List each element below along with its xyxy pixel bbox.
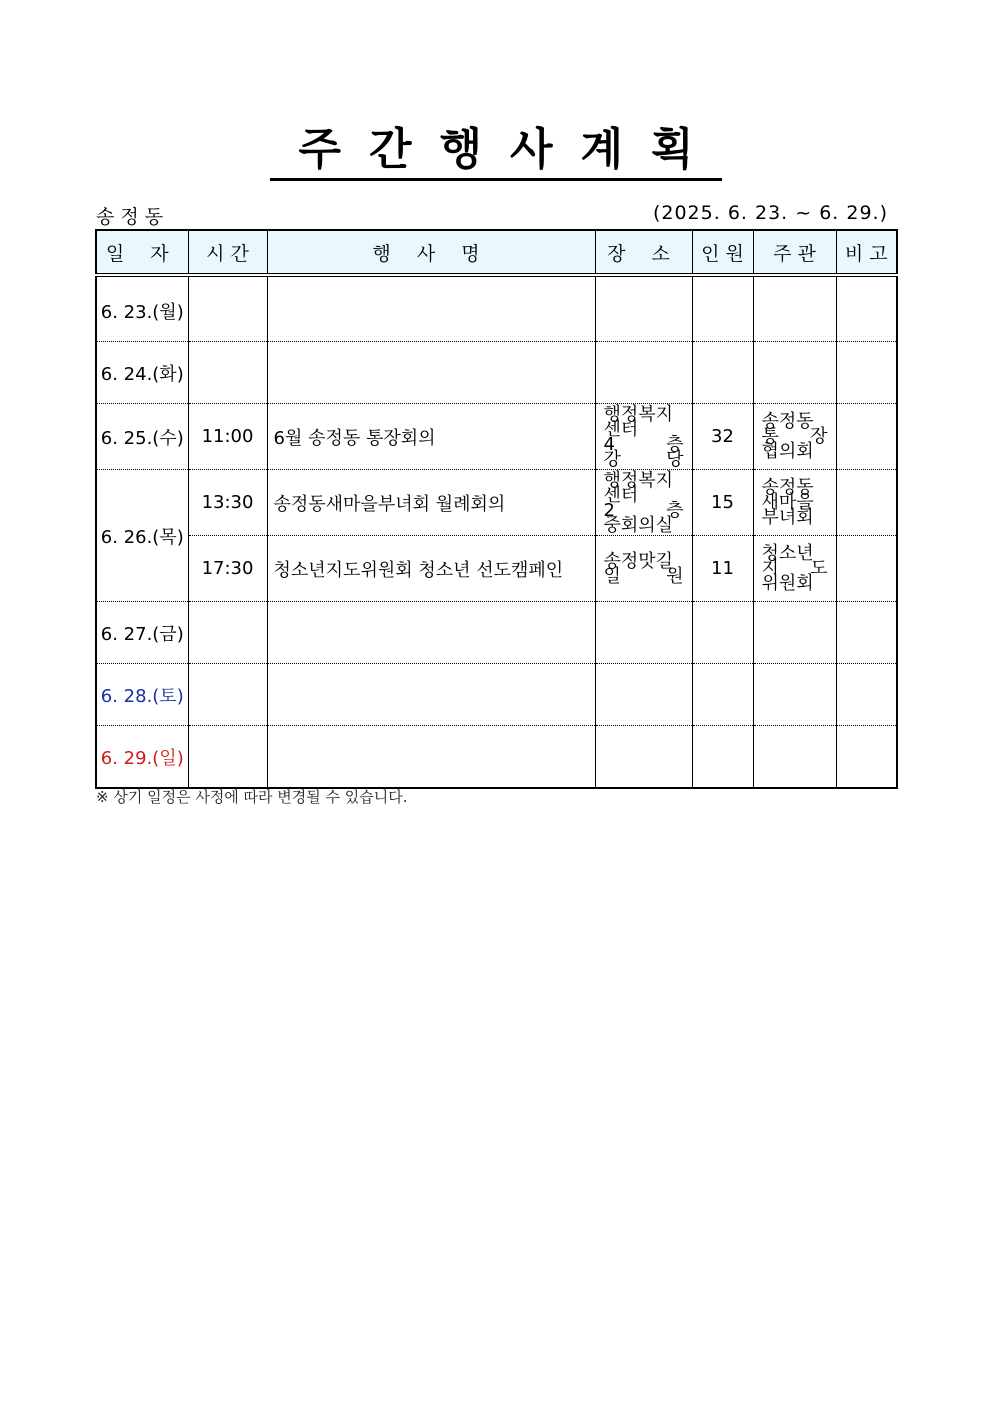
date-cell: 6. 27.(금) — [96, 602, 188, 664]
event-cell: 청소년지도위원회 청소년 선도캠페인 — [267, 536, 595, 602]
header-event: 행 사 명 — [267, 230, 595, 275]
dong-name: 송정동 — [96, 206, 170, 228]
date-cell: 6. 25.(수) — [96, 404, 188, 470]
header-place: 장 소 — [595, 230, 692, 275]
header-time: 시 간 — [188, 230, 267, 275]
event-cell: 송정동새마을부녀회 월례회의 — [267, 470, 595, 536]
table-row — [96, 536, 897, 602]
date-cell-sunday: 6. 29.(일) — [96, 726, 188, 789]
host-cell: 송정동 통 장 협의회 — [753, 404, 836, 470]
count-cell: 15 — [692, 470, 753, 536]
date-cell-saturday: 6. 28.(토) — [96, 664, 188, 726]
place-cell: 송정맛길 일 원 — [595, 536, 692, 602]
footnote: ※ 상기 일정은 사정에 따라 변경될 수 있습니다. — [96, 788, 408, 806]
page-title: 주간행사계획 — [0, 122, 992, 181]
table-row — [96, 470, 897, 536]
place-cell: 행정복지센터 2 층 중회의실 — [595, 470, 692, 536]
schedule-period: (2025. 6. 23. ~ 6. 29.) — [652, 202, 888, 224]
date-cell: 6. 26.(목) — [96, 470, 188, 602]
place-cell: 행정복지센터 4 층 강 당 — [595, 404, 692, 470]
table-row — [96, 664, 897, 726]
date-cell: 6. 23.(월) — [96, 280, 188, 342]
time-cell: 17:30 — [188, 536, 267, 602]
time-cell: 11:00 — [188, 404, 267, 470]
table-row — [96, 342, 897, 404]
count-cell: 32 — [692, 404, 753, 470]
schedule-table — [95, 229, 898, 789]
table-row — [96, 280, 897, 342]
table-row — [96, 602, 897, 664]
table-row — [96, 726, 897, 789]
table-row — [96, 404, 897, 470]
event-cell: 6월 송정동 통장회의 — [267, 404, 595, 470]
date-cell: 6. 24.(화) — [96, 342, 188, 404]
host-cell: 청소년 지 도 위원회 — [753, 536, 836, 602]
header-host: 주 관 — [753, 230, 836, 275]
header-count: 인 원 — [692, 230, 753, 275]
time-cell: 13:30 — [188, 470, 267, 536]
header-note: 비 고 — [836, 230, 897, 275]
count-cell: 11 — [692, 536, 753, 602]
host-cell: 송정동 새마을 부녀회 — [753, 470, 836, 536]
header-date: 일 자 — [96, 230, 188, 275]
table-header — [96, 230, 897, 275]
